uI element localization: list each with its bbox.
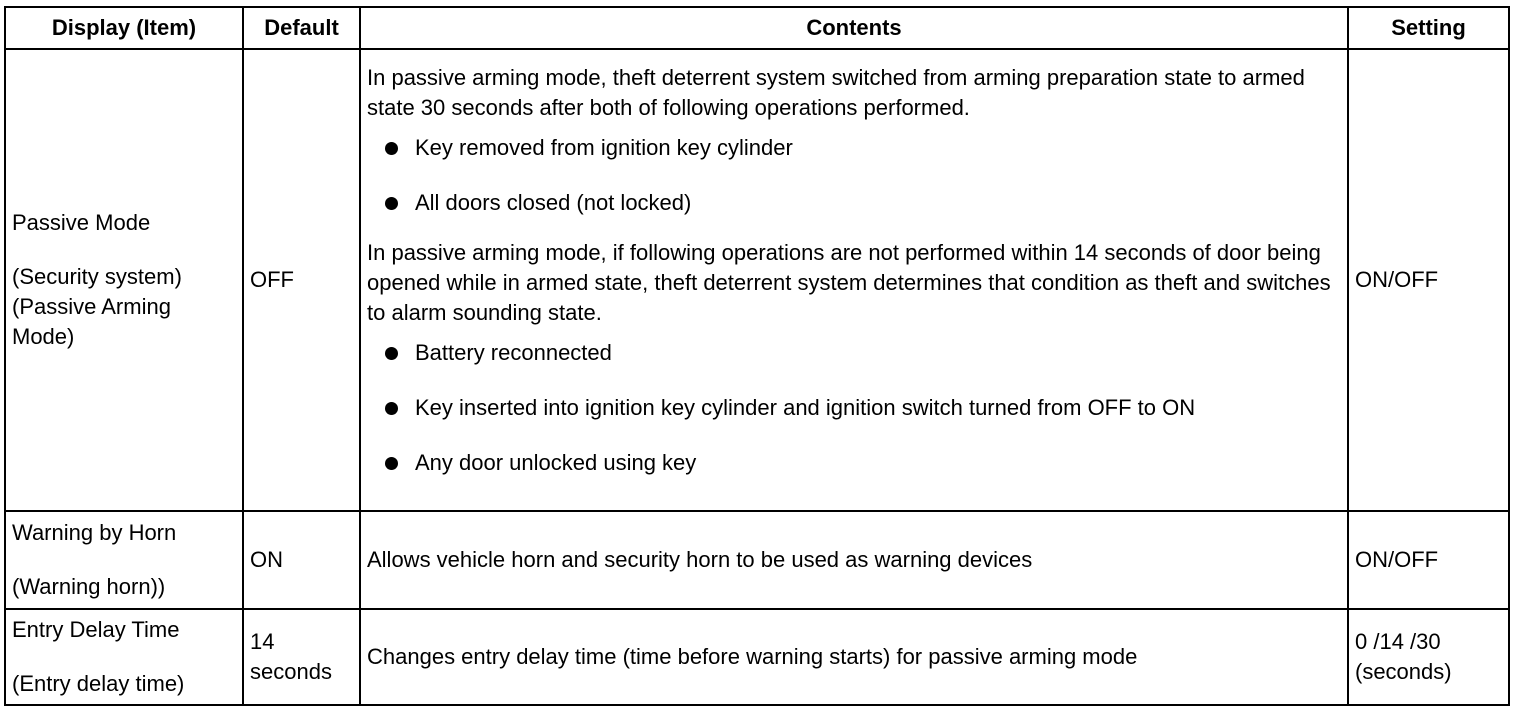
setting-cell: ON/OFF xyxy=(1348,49,1509,511)
default-cell: ON xyxy=(243,511,360,609)
default-value: 14 xyxy=(250,629,275,654)
customize-parameter-table xyxy=(4,6,1510,706)
display-item-name: Passive Mode xyxy=(12,210,151,235)
bullet-dot-icon xyxy=(385,142,398,155)
contents-cell: Allows vehicle horn and security horn to be used as warning devices xyxy=(360,511,1348,609)
default-cell: OFF xyxy=(243,49,360,511)
bullet-list xyxy=(367,338,1341,488)
bullet-dot-icon xyxy=(385,197,398,210)
display-item-cell xyxy=(5,609,243,705)
display-item-subname: (Warning horn)) xyxy=(12,574,166,599)
list-item-text: Battery reconnected xyxy=(415,339,612,365)
table-row-passive-mode xyxy=(5,49,1509,511)
customize-parameter-sheet xyxy=(4,6,1508,706)
default-cell xyxy=(243,609,360,705)
display-item-subname: (Passive Arming xyxy=(12,294,171,319)
table-row-warning-horn xyxy=(5,511,1509,609)
list-item-text: Key inserted into ignition key cylinder and ignition switch turned from OFF to ON xyxy=(415,394,1196,420)
list-item xyxy=(383,448,1341,488)
contents-cell xyxy=(360,49,1348,511)
setting-unit: (seconds) xyxy=(1355,659,1452,684)
display-item-cell xyxy=(5,49,243,511)
contents-paragraph: In passive arming mode, theft deterrent system switched from arming preparation state to armed state 30 seconds after both of following operations performed. xyxy=(367,64,1305,120)
setting-cell xyxy=(1348,609,1509,705)
display-item-name: Warning by Horn xyxy=(12,520,177,545)
contents-paragraph: In passive arming mode, if following operations are not performed within 14 seconds of door being opened while in armed state, theft deterrent system determines that condition as theft and switches to alarm sounding state. xyxy=(367,239,1331,325)
list-item xyxy=(383,338,1341,393)
list-item xyxy=(383,188,1341,228)
display-item-cell xyxy=(5,511,243,609)
header-contents: Contents xyxy=(360,7,1348,49)
bullet-list xyxy=(367,133,1341,228)
list-item-text: Key removed from ignition key cylinder xyxy=(415,134,793,160)
display-item-subname: Mode) xyxy=(12,324,75,349)
header-default: Default xyxy=(243,7,360,49)
display-item-subname: (Security system) xyxy=(12,264,182,289)
table-row-entry-delay xyxy=(5,609,1509,705)
header-row xyxy=(5,7,1509,49)
list-item-text: Any door unlocked using key xyxy=(415,449,697,475)
setting-cell: ON/OFF xyxy=(1348,511,1509,609)
header-display-item: Display (Item) xyxy=(5,7,243,49)
display-item-subname: (Entry delay time) xyxy=(12,671,185,696)
bullet-dot-icon xyxy=(385,402,398,415)
contents-cell: Changes entry delay time (time before warning starts) for passive arming mode xyxy=(360,609,1348,705)
list-item xyxy=(383,393,1341,448)
display-item-name: Entry Delay Time xyxy=(12,617,180,642)
default-unit: seconds xyxy=(250,659,332,684)
bullet-dot-icon xyxy=(385,347,398,360)
list-item xyxy=(383,133,1341,188)
bullet-dot-icon xyxy=(385,457,398,470)
header-setting: Setting xyxy=(1348,7,1509,49)
list-item-text: All doors closed (not locked) xyxy=(415,189,692,215)
setting-options: 0 /14 /30 xyxy=(1355,629,1441,654)
